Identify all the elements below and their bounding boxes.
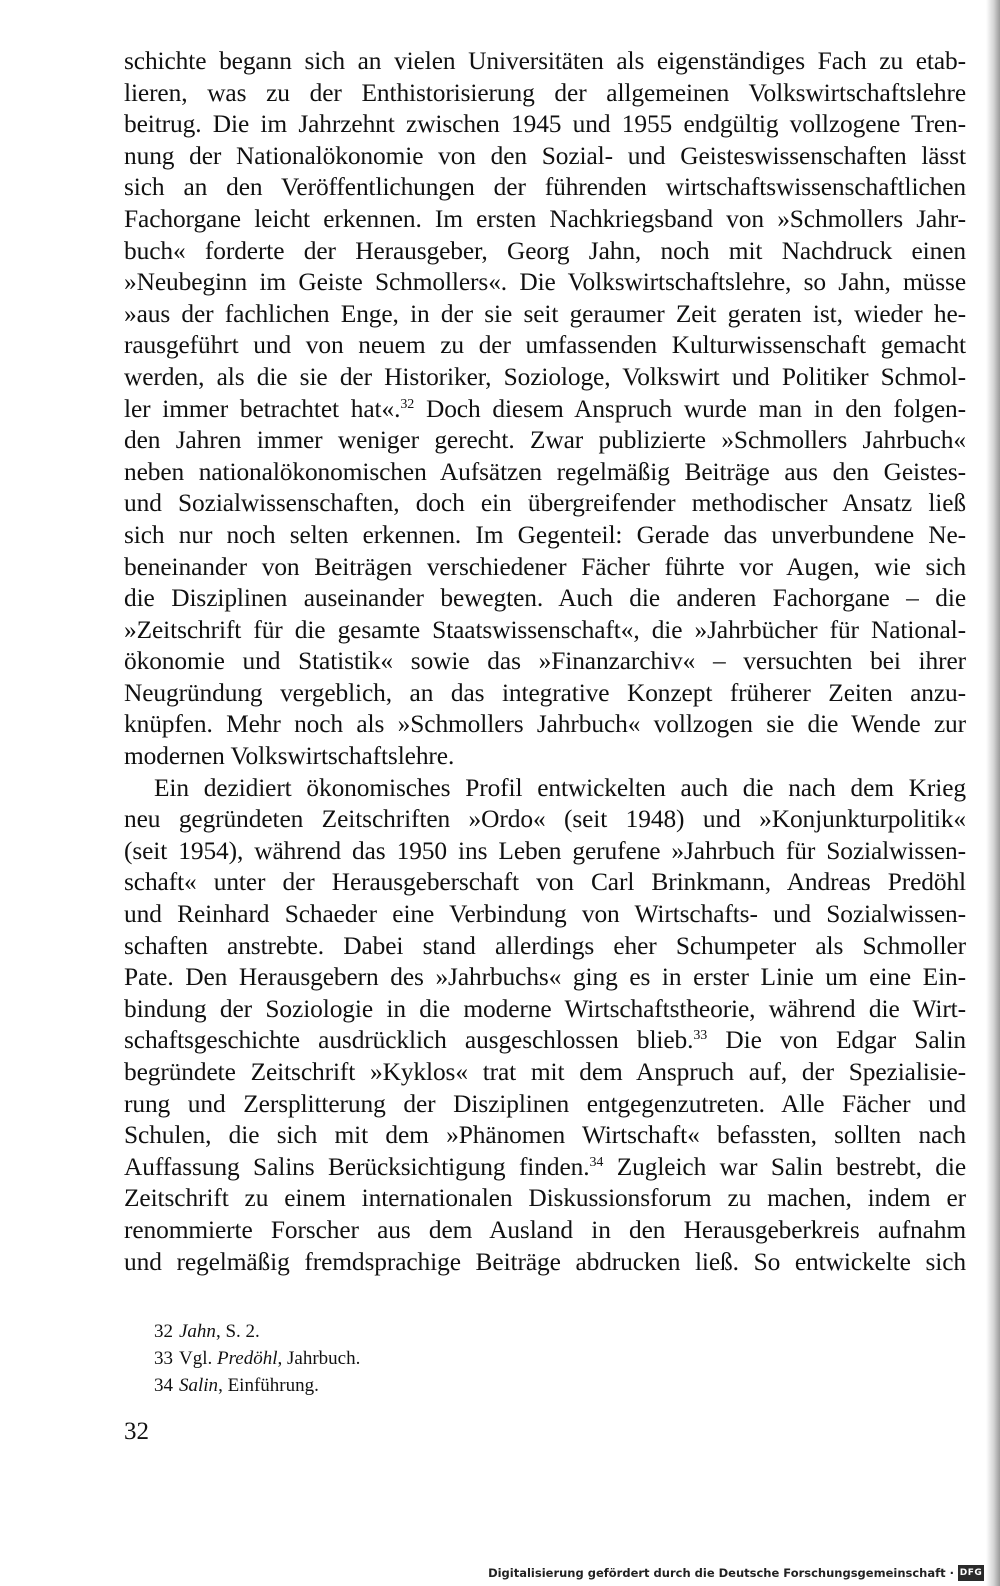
- text-segment: Die von Edgar Salin: [707, 1026, 966, 1055]
- text-line: sich an den Veröffentlichungen der führenden wirtschaftswissenschaftlichen: [124, 173, 966, 202]
- text-line: [124, 394, 966, 426]
- footnote-ref-33[interactable]: 33: [693, 1028, 708, 1044]
- footnote-32: [154, 1318, 360, 1345]
- text-line: ökonomie und Statistik« sowie das »Finanzarchiv« – versuchten bei ihrer: [124, 647, 966, 676]
- footnote-ref-34[interactable]: 34: [589, 1154, 604, 1170]
- text-line: rausgeführt und von neuem zu der umfassenden Kulturwissenschaft gemacht: [124, 331, 966, 360]
- text-line: und Reinhard Schaeder eine Verbindung von Wirtschafts- und Sozialwissen-: [124, 900, 966, 929]
- text-line: Ein dezidiert ökonomisches Profil entwickelten auch die nach dem Krieg: [154, 773, 966, 802]
- footnote-text: , Jahrbuch.: [277, 1348, 361, 1369]
- text-line: sich nur noch selten erkennen. Im Gegenteil: Gerade das unverbundene Ne-: [124, 520, 966, 549]
- text-segment: Doch diesem Anspruch wurde man in den folgen-: [414, 394, 966, 423]
- text-line: und regelmäßig fremdsprachige Beiträge abdrucken ließ. So entwickelte sich: [124, 1247, 966, 1276]
- footnote-text: , S. 2.: [215, 1321, 260, 1342]
- footnote-author: Jahn: [179, 1321, 216, 1342]
- text-line: schaften anstrebte. Dabei stand allerdings eher Schumpeter als Schmoller: [124, 931, 966, 960]
- text-line: Neugründung vergeblich, an das integrative Konzept früherer Zeiten anzu-: [124, 678, 966, 707]
- text-line: buch« forderte der Herausgeber, Georg Jahn, noch mit Nachdruck einen: [124, 236, 966, 265]
- text-line: neu gegründeten Zeitschriften »Ordo« (seit 1948) und »Konjunkturpolitik«: [124, 805, 966, 834]
- text-line: begründete Zeitschrift »Kyklos« trat mit dem Anspruch auf, der Spezialisie-: [124, 1058, 966, 1086]
- footnote-34: [154, 1372, 360, 1399]
- text-line: werden, als die sie der Historiker, Soziologe, Volkswirt und Politiker Schmol-: [124, 362, 966, 391]
- text-line: bindung der Soziologie in die moderne Wirtschaftstheorie, während die Wirt-: [124, 994, 966, 1023]
- text-segment: Auffassung Salins Berücksichtigung finden.: [124, 1152, 590, 1181]
- text-line: lieren, was zu der Enthistorisierung der allgemeinen Volkswirtschaftslehre: [124, 78, 966, 107]
- footnote-author: Predöhl: [217, 1348, 278, 1369]
- page-number: 32: [124, 1418, 149, 1445]
- text-line: Pate. Den Herausgebern des »Jahrbuchs« ging es in erster Linie um eine Ein-: [124, 963, 966, 992]
- text-line: Schulen, die sich mit dem »Phänomen Wirtschaft« befassten, sollten nach: [124, 1121, 966, 1150]
- text-segment: Zugleich war Salin bestrebt, die: [603, 1152, 966, 1181]
- dfg-logo: DFG: [958, 1565, 984, 1581]
- footnote-33: [154, 1345, 360, 1372]
- text-line: und Sozialwissenschaften, doch ein übergreifender methodischer Ansatz ließ: [124, 489, 966, 518]
- text-line: neben nationalökonomischen Aufsätzen regelmäßig Beiträge aus den Geistes-: [124, 457, 966, 486]
- text-line: nung der Nationalökonomie von den Sozial- und Geisteswissenschaften lässt: [124, 141, 966, 170]
- text-line: »Neubeginn im Geiste Schmollers«. Die Volkswirtschaftslehre, so Jahn, müsse: [124, 268, 966, 297]
- footnote-prefix: Vgl.: [179, 1348, 217, 1369]
- text-line: rung und Zersplitterung der Disziplinen entgegenzutreten. Alle Fächer und: [124, 1089, 966, 1118]
- text-line: die Disziplinen auseinander bewegten. Auch die anderen Fachorgane – die: [124, 584, 966, 613]
- page-edge-shadow: [986, 0, 1000, 1586]
- footnote-number: 32: [154, 1321, 173, 1342]
- footnote-number: 34: [154, 1375, 173, 1396]
- text-segment: schaftsgeschichte ausdrücklich ausgeschlossen blieb.: [124, 1026, 694, 1055]
- text-line: (seit 1954), während das 1950 ins Leben gerufene »Jahrbuch für Sozialwissen-: [124, 836, 966, 865]
- footnotes: [154, 1318, 360, 1399]
- body-text: [124, 46, 966, 1278]
- text-segment: ler immer betrachtet hat«.: [124, 394, 401, 423]
- text-line: knüpfen. Mehr noch als »Schmollers Jahrbuch« vollzogen sie die Wende zur: [124, 710, 966, 739]
- text-line: modernen Volkswirtschaftslehre.: [124, 742, 455, 771]
- text-line: [124, 1025, 966, 1057]
- footnote-number: 33: [154, 1348, 173, 1369]
- text-line: beitrug. Die im Jahrzehnt zwischen 1945 und 1955 endgültig vollzogene Tren-: [124, 110, 966, 139]
- text-line: den Jahren immer weniger gerecht. Zwar publizierte »Schmollers Jahrbuch«: [124, 426, 966, 455]
- text-line: beneinander von Beiträgen verschiedener Fächer führte vor Augen, wie sich: [124, 552, 966, 581]
- text-line: schichte begann sich an vielen Universitäten als eigenständiges Fach zu etab-: [124, 47, 966, 75]
- text-line: »aus der fachlichen Enge, in der sie seit geraumer Zeit geraten ist, wieder he-: [124, 299, 966, 328]
- text-line: Fachorgane leicht erkennen. Im ersten Nachkriegsband von »Schmollers Jahr-: [124, 204, 966, 233]
- text-line: renommierte Forscher aus dem Ausland in den Herausgeberkreis aufnahm: [124, 1215, 966, 1244]
- digitization-note: Digitalisierung gefördert durch die Deutsche Forschungsgemeinschaft ·: [488, 1566, 954, 1580]
- footnote-ref-32[interactable]: 32: [400, 396, 415, 412]
- footnote-text: , Einführung.: [218, 1375, 319, 1396]
- footnote-author: Salin: [179, 1375, 219, 1396]
- text-line: schaft« unter der Herausgeberschaft von Carl Brinkmann, Andreas Predöhl: [124, 868, 966, 897]
- text-line: Zeitschrift zu einem internationalen Diskussionsforum zu machen, indem er: [124, 1184, 966, 1213]
- text-line: [124, 1152, 966, 1184]
- text-line: »Zeitschrift für die gesamte Staatswissenschaft«, die »Jahrbücher für National-: [124, 615, 966, 644]
